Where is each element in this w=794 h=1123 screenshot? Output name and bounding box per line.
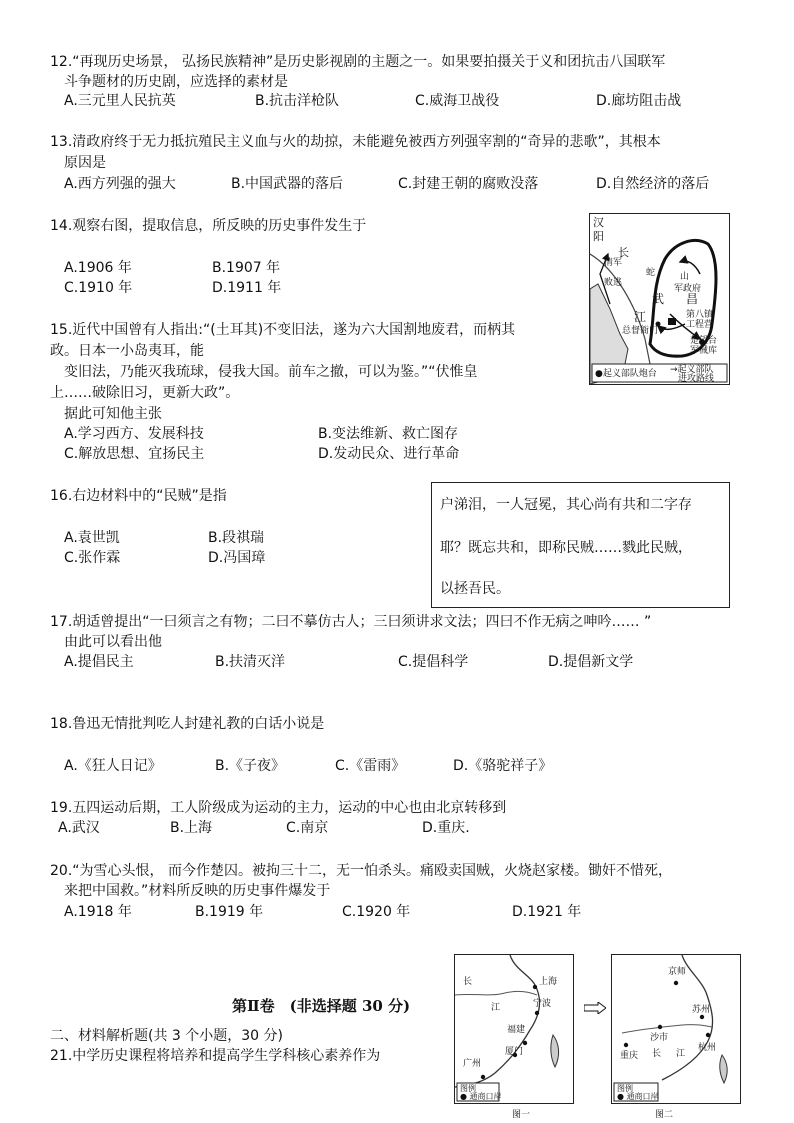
- q19-stem: 19.五四运动后期，工人阶级成为运动的主力，运动的中心也由北京转移到: [50, 800, 507, 816]
- q21-stem: 21.中学历史课程将培养和提高学生学科核心素养作为: [50, 1048, 381, 1064]
- map2-legend-title: 图例: [617, 1084, 633, 1093]
- q17-stem-line2: 由此可以看出他: [64, 634, 162, 650]
- map1-label-chang: 长: [463, 977, 473, 987]
- q19-option-a: A.武汉: [58, 820, 100, 836]
- map-label-hanyang1: 汉: [593, 216, 604, 229]
- q16-option-d: D.冯国璋: [208, 550, 266, 566]
- q16-material-line1: 户涕泪，一人冠冕，其心尚有共和二字存: [440, 497, 692, 513]
- map1-label-guangzhou: 广州: [463, 1059, 482, 1069]
- section-heading: 二、材料解析题(共 3 个小题，30 分): [50, 1028, 283, 1044]
- map-label-gongchengying: 工程营: [686, 320, 714, 330]
- q17-option-d: D.提倡新文学: [548, 654, 634, 670]
- q14-option-b: B.1907 年: [212, 260, 281, 276]
- q20-option-b: B.1919 年: [195, 904, 264, 920]
- q17-option-a: A.提倡民主: [64, 654, 134, 670]
- q12-option-a: A.三元里人民抗英: [64, 93, 176, 109]
- map-label-chuwangtai: 楚望台: [690, 336, 718, 346]
- q16-material-line2: 耶？既忘共和，即称民贼……戮此民贼，: [440, 540, 692, 556]
- q14-option-d: D.1911 年: [212, 280, 282, 296]
- map-legend-troops: →起义部队: [670, 365, 714, 375]
- map-label-baitao: 败逃: [604, 278, 623, 288]
- map2-label-chongqing: 重庆: [620, 1051, 639, 1061]
- q15-stem-line1: 15.近代中国曾有人指出:“(土耳其)不变旧法，遂为六大国割地废君，而柄其: [50, 322, 516, 338]
- q12-option-c: C.威海卫战役: [415, 93, 500, 109]
- q15-stem-line3: 变旧法，乃能灭我琉球，侵我大国。前车之撤，可以为鉴。”“伏惟皇: [64, 364, 478, 380]
- q16-material-box: [431, 482, 730, 608]
- map1-legend-port: ● 通商口岸: [460, 1092, 502, 1101]
- q19-option-d: D.重庆.: [422, 820, 470, 836]
- q14-stem: 14.观察右图，提取信息，所反映的历史事件发生于: [50, 218, 367, 234]
- map2-legend-port: ● 通商口岸: [617, 1092, 659, 1101]
- q18-option-a: A.《狂人日记》: [64, 758, 162, 774]
- q15-stem-line2: 政。日本一小岛夷耳，能: [50, 343, 204, 359]
- treaty-ports-map-2: [611, 954, 741, 1104]
- q16-option-b: B.段祺瑞: [208, 530, 265, 546]
- q12-stem-line2: 斗争题材的历史剧，应选择的素材是: [64, 74, 288, 90]
- q15-option-a: A.学习西方、发展科技: [64, 426, 204, 442]
- map-label-dibazhen: 第八镇: [686, 310, 714, 320]
- map1-label-xiamen: 厦门: [505, 1047, 524, 1057]
- q15-option-b: B.变法维新、救亡图存: [318, 426, 459, 442]
- q12-stem-line1: 12.“再现历史场景， 弘扬民族精神”是历史影视剧的主题之一。如果要拍摄关于义和团抗击八国联军: [50, 54, 666, 70]
- map-label-jiang: 江: [634, 310, 647, 324]
- map2-label-jingshi: 京师: [668, 967, 687, 977]
- q20-stem-line2: 来把中国救。”材料所反映的历史事件爆发于: [64, 883, 331, 899]
- q13-option-a: A.西方列强的强大: [64, 176, 176, 192]
- map1-label-shanghai: 上海: [539, 977, 558, 987]
- part2-title: 第Ⅱ卷 (非选择题 30 分): [232, 997, 411, 1015]
- wuchang-map: [589, 213, 730, 385]
- q13-option-c: C.封建王朝的腐败没落: [398, 176, 539, 192]
- q15-option-d: D.发动民众、进行革命: [318, 446, 460, 462]
- map2-drawing: [612, 955, 740, 1103]
- map-label-junxieku: 军械库: [690, 346, 718, 356]
- map-label-she: 蛇: [646, 268, 656, 278]
- q18-option-b: B.《子夜》: [215, 758, 286, 774]
- treaty-ports-map-1: [454, 954, 574, 1104]
- q15-stem-line5: 据此可知他主张: [64, 406, 162, 422]
- map1-caption: 图一: [512, 1110, 531, 1120]
- map2-label-shashi: 沙市: [650, 1033, 669, 1043]
- map-label-wu: 武: [652, 292, 665, 306]
- q16-option-a: A.袁世凯: [64, 530, 120, 546]
- map-label-junzhengfu: 军政府: [674, 284, 702, 294]
- q19-option-b: B.上海: [170, 820, 213, 836]
- map-legend-route: 进攻路线: [678, 374, 715, 384]
- q20-option-d: D.1921 年: [512, 904, 582, 920]
- q17-option-b: B.扶清灭洋: [215, 654, 286, 670]
- q13-stem-line2: 原因是: [64, 155, 106, 171]
- q13-stem-line1: 13.清政府终于无力抵抗殖民主义血与火的劫掠，未能避免被西方列强宰割的“奇异的悲歌”，其根本: [50, 134, 661, 150]
- map1-label-ningbo: 宁波: [533, 999, 552, 1009]
- q20-stem-line1: 20.“为雪心头恨， 而今作楚囚。被拘三十二，无一怕杀头。痛殴卖国贼，火烧赵家楼。锄奸不惜死，: [50, 863, 672, 879]
- map2-label-suzhou: 苏州: [692, 1005, 711, 1015]
- q12-option-d: D.廊坊阻击战: [596, 93, 682, 109]
- q13-option-b: B.中国武器的落后: [231, 176, 344, 192]
- map-label-shan: 山: [680, 272, 690, 282]
- map2-label-chang: 长: [652, 1049, 662, 1059]
- q16-stem: 16.右边材料中的“民贼”是指: [50, 488, 227, 504]
- map-legend-fortress: ●起义部队炮台: [595, 369, 657, 379]
- map-label-qingjun: 清军: [604, 258, 623, 268]
- map2-label-jiang: 江: [676, 1049, 686, 1059]
- q20-option-c: C.1920 年: [342, 904, 411, 920]
- q17-option-c: C.提倡科学: [398, 654, 469, 670]
- q18-option-c: C.《雷雨》: [335, 758, 406, 774]
- q18-stem: 18.鲁迅无情批判吃人封建礼教的白话小说是: [50, 716, 325, 732]
- map-label-zongdu: 总督衙门: [622, 326, 659, 336]
- map-label-hanyang2: 阳: [593, 230, 604, 243]
- q13-option-d: D.自然经济的落后: [596, 176, 710, 192]
- q14-option-a: A.1906 年: [64, 260, 132, 276]
- q19-option-c: C.南京: [286, 820, 329, 836]
- q17-stem-line1: 17.胡适曾提出“一曰须言之有物；二曰不摹仿古人；三曰须讲求文法；四曰不作无病之呻吟…… ”: [50, 614, 652, 630]
- arrow-icon: [584, 1002, 606, 1014]
- map1-label-jiang: 江: [491, 1003, 501, 1013]
- map2-caption: 图二: [655, 1110, 674, 1120]
- map-label-chang: 长: [618, 246, 629, 259]
- q12-option-b: B.抗击洋枪队: [255, 93, 340, 109]
- q16-option-c: C.张作霖: [64, 550, 121, 566]
- q15-stem-line4: 上……破除旧习，更新大政”。: [50, 385, 240, 401]
- map2-label-hangzhou: 杭州: [698, 1043, 717, 1053]
- map1-legend-title: 图例: [460, 1084, 476, 1093]
- map1-label-fujian: 福建: [507, 1025, 526, 1035]
- q15-option-c: C.解放思想、宜扬民主: [64, 446, 205, 462]
- q20-option-a: A.1918 年: [64, 904, 132, 920]
- q18-option-d: D.《骆驼祥子》: [453, 758, 553, 774]
- map-label-chang2: 昌: [686, 292, 699, 306]
- q16-material-line3: 以拯吾民。: [440, 581, 510, 597]
- q14-option-c: C.1910 年: [64, 280, 133, 296]
